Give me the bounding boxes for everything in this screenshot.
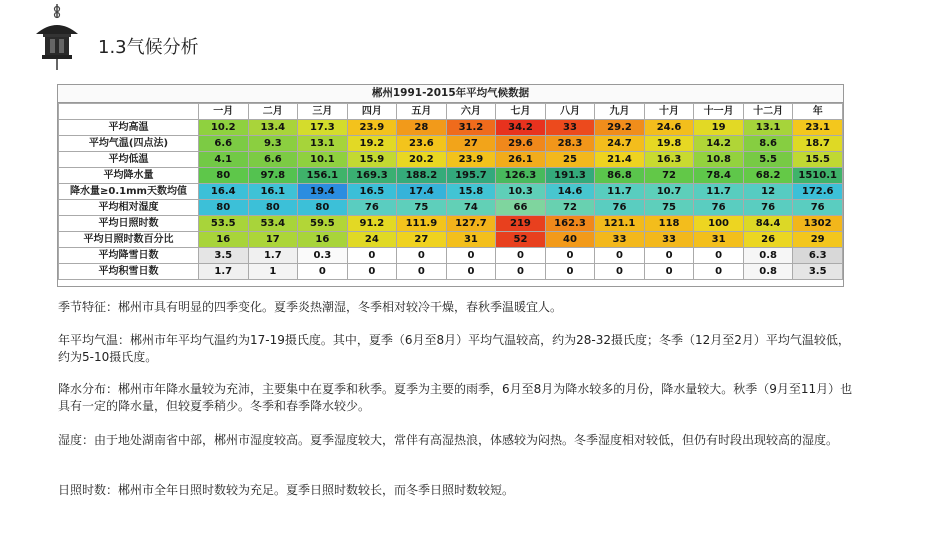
header-month: 十二月 bbox=[743, 104, 793, 120]
table-cell: 127.7 bbox=[446, 216, 496, 232]
climate-table bbox=[57, 84, 844, 287]
table-cell: 191.3 bbox=[545, 168, 595, 184]
table-cell: 29.2 bbox=[595, 120, 645, 136]
header-month: 三月 bbox=[298, 104, 348, 120]
table-row bbox=[59, 216, 843, 232]
table-row bbox=[59, 200, 843, 216]
table-cell: 195.7 bbox=[446, 168, 496, 184]
table-cell: 80 bbox=[199, 200, 249, 216]
header-month: 七月 bbox=[496, 104, 546, 120]
table-cell: 16.5 bbox=[347, 184, 397, 200]
table-row bbox=[59, 168, 843, 184]
header-month: 九月 bbox=[595, 104, 645, 120]
table-cell: 0 bbox=[496, 248, 546, 264]
table-row bbox=[59, 184, 843, 200]
table-cell: 75 bbox=[644, 200, 694, 216]
table-cell: 31 bbox=[694, 232, 744, 248]
table-cell: 76 bbox=[347, 200, 397, 216]
table-cell: 16.3 bbox=[644, 152, 694, 168]
table-cell: 10.7 bbox=[644, 184, 694, 200]
table-cell: 121.1 bbox=[595, 216, 645, 232]
page-title: 1.3气候分析 bbox=[98, 37, 199, 58]
row-label: 平均降雪日数 bbox=[59, 248, 199, 264]
table-cell: 16 bbox=[199, 232, 249, 248]
table-cell: 40 bbox=[545, 232, 595, 248]
table-cell: 11.7 bbox=[694, 184, 744, 200]
table-cell: 59.5 bbox=[298, 216, 348, 232]
table-cell: 28.3 bbox=[545, 136, 595, 152]
table-row bbox=[59, 248, 843, 264]
table-cell: 68.2 bbox=[743, 168, 793, 184]
table-cell: 52 bbox=[496, 232, 546, 248]
table-cell: 14.2 bbox=[694, 136, 744, 152]
table-cell: 162.3 bbox=[545, 216, 595, 232]
paragraph-sunshine: 日照时数：郴州市全年日照时数较为充足。夏季日照时数较长，而冬季日照时数较短。 bbox=[58, 483, 515, 497]
table-cell: 78.4 bbox=[694, 168, 744, 184]
table-cell: 6.6 bbox=[199, 136, 249, 152]
table-cell: 0 bbox=[545, 264, 595, 280]
table-cell: 13.1 bbox=[298, 136, 348, 152]
table-cell: 72 bbox=[644, 168, 694, 184]
table-cell: 19.4 bbox=[298, 184, 348, 200]
table-cell: 0 bbox=[397, 248, 447, 264]
table-cell: 76 bbox=[694, 200, 744, 216]
table-cell: 100 bbox=[694, 216, 744, 232]
table-cell: 126.3 bbox=[496, 168, 546, 184]
table-cell: 80 bbox=[298, 200, 348, 216]
table-cell: 0 bbox=[694, 264, 744, 280]
table-cell: 10.1 bbox=[298, 152, 348, 168]
table-cell: 15.5 bbox=[793, 152, 843, 168]
table-row bbox=[59, 232, 843, 248]
table-cell: 29.6 bbox=[496, 136, 546, 152]
table-row bbox=[59, 120, 843, 136]
table-cell: 10.2 bbox=[199, 120, 249, 136]
table-cell: 0 bbox=[595, 264, 645, 280]
table-cell: 31.2 bbox=[446, 120, 496, 136]
header-corner bbox=[59, 104, 199, 120]
table-cell: 80 bbox=[199, 168, 249, 184]
table-cell: 0 bbox=[644, 264, 694, 280]
table-cell: 26 bbox=[743, 232, 793, 248]
table-cell: 10.8 bbox=[694, 152, 744, 168]
header-month: 十月 bbox=[644, 104, 694, 120]
table-cell: 188.2 bbox=[397, 168, 447, 184]
row-label: 平均日照时数 bbox=[59, 216, 199, 232]
table-row bbox=[59, 264, 843, 280]
table-cell: 0 bbox=[545, 248, 595, 264]
table-cell: 26.1 bbox=[496, 152, 546, 168]
table-cell: 53.5 bbox=[199, 216, 249, 232]
table-cell: 172.6 bbox=[793, 184, 843, 200]
row-label: 平均日照时数百分比 bbox=[59, 232, 199, 248]
table-cell: 0 bbox=[446, 264, 496, 280]
table-cell: 0 bbox=[595, 248, 645, 264]
table-cell: 72 bbox=[545, 200, 595, 216]
table-row bbox=[59, 136, 843, 152]
table-cell: 27 bbox=[397, 232, 447, 248]
header-month: 五月 bbox=[397, 104, 447, 120]
table-cell: 156.1 bbox=[298, 168, 348, 184]
table-cell: 1.7 bbox=[248, 248, 298, 264]
table-cell: 9.3 bbox=[248, 136, 298, 152]
table-row bbox=[59, 152, 843, 168]
table-cell: 75 bbox=[397, 200, 447, 216]
table-cell: 21.4 bbox=[595, 152, 645, 168]
table-cell: 19 bbox=[694, 120, 744, 136]
table-cell: 29 bbox=[793, 232, 843, 248]
table-cell: 91.2 bbox=[347, 216, 397, 232]
table-cell: 17.3 bbox=[298, 120, 348, 136]
table-title: 郴州1991-2015年平均气候数据 bbox=[58, 85, 843, 103]
table-cell: 1510.1 bbox=[793, 168, 843, 184]
table-cell: 23.9 bbox=[347, 120, 397, 136]
header-month: 一月 bbox=[199, 104, 249, 120]
table-cell: 15.8 bbox=[446, 184, 496, 200]
table-cell: 76 bbox=[793, 200, 843, 216]
header-month: 二月 bbox=[248, 104, 298, 120]
table-cell: 19.2 bbox=[347, 136, 397, 152]
table-cell: 15.9 bbox=[347, 152, 397, 168]
table-cell: 25 bbox=[545, 152, 595, 168]
table-cell: 10.3 bbox=[496, 184, 546, 200]
paragraph-humidity: 湿度：由于地处湖南省中部，郴州市湿度较高。夏季湿度较大，常伴有高湿热浪，体感较为闷热。冬季湿度相对较低，但仍有时段出现较高的湿度。 bbox=[58, 433, 839, 447]
table-cell: 5.5 bbox=[743, 152, 793, 168]
table-cell: 0 bbox=[496, 264, 546, 280]
table-cell: 74 bbox=[446, 200, 496, 216]
table-cell: 76 bbox=[595, 200, 645, 216]
header-month: 六月 bbox=[446, 104, 496, 120]
table-cell: 33 bbox=[595, 232, 645, 248]
table-cell: 17 bbox=[248, 232, 298, 248]
table-cell: 80 bbox=[248, 200, 298, 216]
table-cell: 86.8 bbox=[595, 168, 645, 184]
table-cell: 1.7 bbox=[199, 264, 249, 280]
table-cell: 0 bbox=[347, 264, 397, 280]
table-cell: 27 bbox=[446, 136, 496, 152]
climate-data-table bbox=[58, 103, 843, 280]
table-cell: 12 bbox=[743, 184, 793, 200]
table-cell: 19.8 bbox=[644, 136, 694, 152]
table-cell: 11.7 bbox=[595, 184, 645, 200]
paragraph-precipitation: 降水分布：郴州市年降水量较为充沛，主要集中在夏季和秋季。夏季为主要的雨季，6月至8月为降水较多的月份，降水量较大。秋季（9月至11月）也具有一定的降水量，但较夏季稍少。冬季和春季降水较少。 bbox=[58, 382, 853, 413]
table-cell: 20.2 bbox=[397, 152, 447, 168]
table-cell: 34.2 bbox=[496, 120, 546, 136]
table-cell: 23.6 bbox=[397, 136, 447, 152]
table-cell: 66 bbox=[496, 200, 546, 216]
table-cell: 4.1 bbox=[199, 152, 249, 168]
table-header-row bbox=[59, 104, 843, 120]
table-cell: 3.5 bbox=[199, 248, 249, 264]
table-cell: 13.1 bbox=[743, 120, 793, 136]
header-month: 年 bbox=[793, 104, 843, 120]
table-cell: 14.6 bbox=[545, 184, 595, 200]
table-cell: 1302 bbox=[793, 216, 843, 232]
table-cell: 0 bbox=[298, 264, 348, 280]
table-cell: 3.5 bbox=[793, 264, 843, 280]
paragraph-temperature: 年平均气温：郴州市年平均气温约为17-19摄氏度。其中，夏季（6月至8月）平均气温较高，约为28-32摄氏度；冬季（12月至2月）平均气温较低，约为5-10摄氏度。 bbox=[58, 333, 850, 364]
table-cell: 33 bbox=[644, 232, 694, 248]
table-cell: 17.4 bbox=[397, 184, 447, 200]
row-label: 平均降水量 bbox=[59, 168, 199, 184]
table-cell: 8.6 bbox=[743, 136, 793, 152]
table-cell: 0.8 bbox=[743, 248, 793, 264]
table-cell: 97.8 bbox=[248, 168, 298, 184]
table-cell: 16.4 bbox=[199, 184, 249, 200]
table-cell: 0 bbox=[397, 264, 447, 280]
table-cell: 23.1 bbox=[793, 120, 843, 136]
table-cell: 169.3 bbox=[347, 168, 397, 184]
table-cell: 53.4 bbox=[248, 216, 298, 232]
table-cell: 6.6 bbox=[248, 152, 298, 168]
table-cell: 0 bbox=[644, 248, 694, 264]
paragraph-season: 季节特征：郴州市具有明显的四季变化。夏季炎热潮湿，冬季相对较冷干燥，春秋季温暖宜人。 bbox=[58, 300, 563, 314]
table-cell: 0 bbox=[347, 248, 397, 264]
table-cell: 0.8 bbox=[743, 264, 793, 280]
row-label: 平均气温(四点法) bbox=[59, 136, 199, 152]
table-cell: 76 bbox=[743, 200, 793, 216]
table-cell: 16.1 bbox=[248, 184, 298, 200]
table-cell: 31 bbox=[446, 232, 496, 248]
lantern-icon bbox=[30, 4, 84, 72]
table-cell: 84.4 bbox=[743, 216, 793, 232]
row-label: 平均低温 bbox=[59, 152, 199, 168]
table-cell: 0 bbox=[694, 248, 744, 264]
table-cell: 28 bbox=[397, 120, 447, 136]
row-label: 降水量≥0.1mm天数均值 bbox=[59, 184, 199, 200]
header-month: 十一月 bbox=[694, 104, 744, 120]
table-cell: 111.9 bbox=[397, 216, 447, 232]
row-label: 平均高温 bbox=[59, 120, 199, 136]
table-cell: 1 bbox=[248, 264, 298, 280]
table-cell: 18.7 bbox=[793, 136, 843, 152]
table-cell: 219 bbox=[496, 216, 546, 232]
table-cell: 23.9 bbox=[446, 152, 496, 168]
header-month: 四月 bbox=[347, 104, 397, 120]
header-month: 八月 bbox=[545, 104, 595, 120]
row-label: 平均相对湿度 bbox=[59, 200, 199, 216]
table-cell: 0.3 bbox=[298, 248, 348, 264]
row-label: 平均积雪日数 bbox=[59, 264, 199, 280]
table-cell: 13.4 bbox=[248, 120, 298, 136]
table-cell: 24 bbox=[347, 232, 397, 248]
table-cell: 33 bbox=[545, 120, 595, 136]
table-cell: 24.7 bbox=[595, 136, 645, 152]
table-cell: 24.6 bbox=[644, 120, 694, 136]
table-cell: 0 bbox=[446, 248, 496, 264]
table-cell: 16 bbox=[298, 232, 348, 248]
table-cell: 6.3 bbox=[793, 248, 843, 264]
table-cell: 118 bbox=[644, 216, 694, 232]
